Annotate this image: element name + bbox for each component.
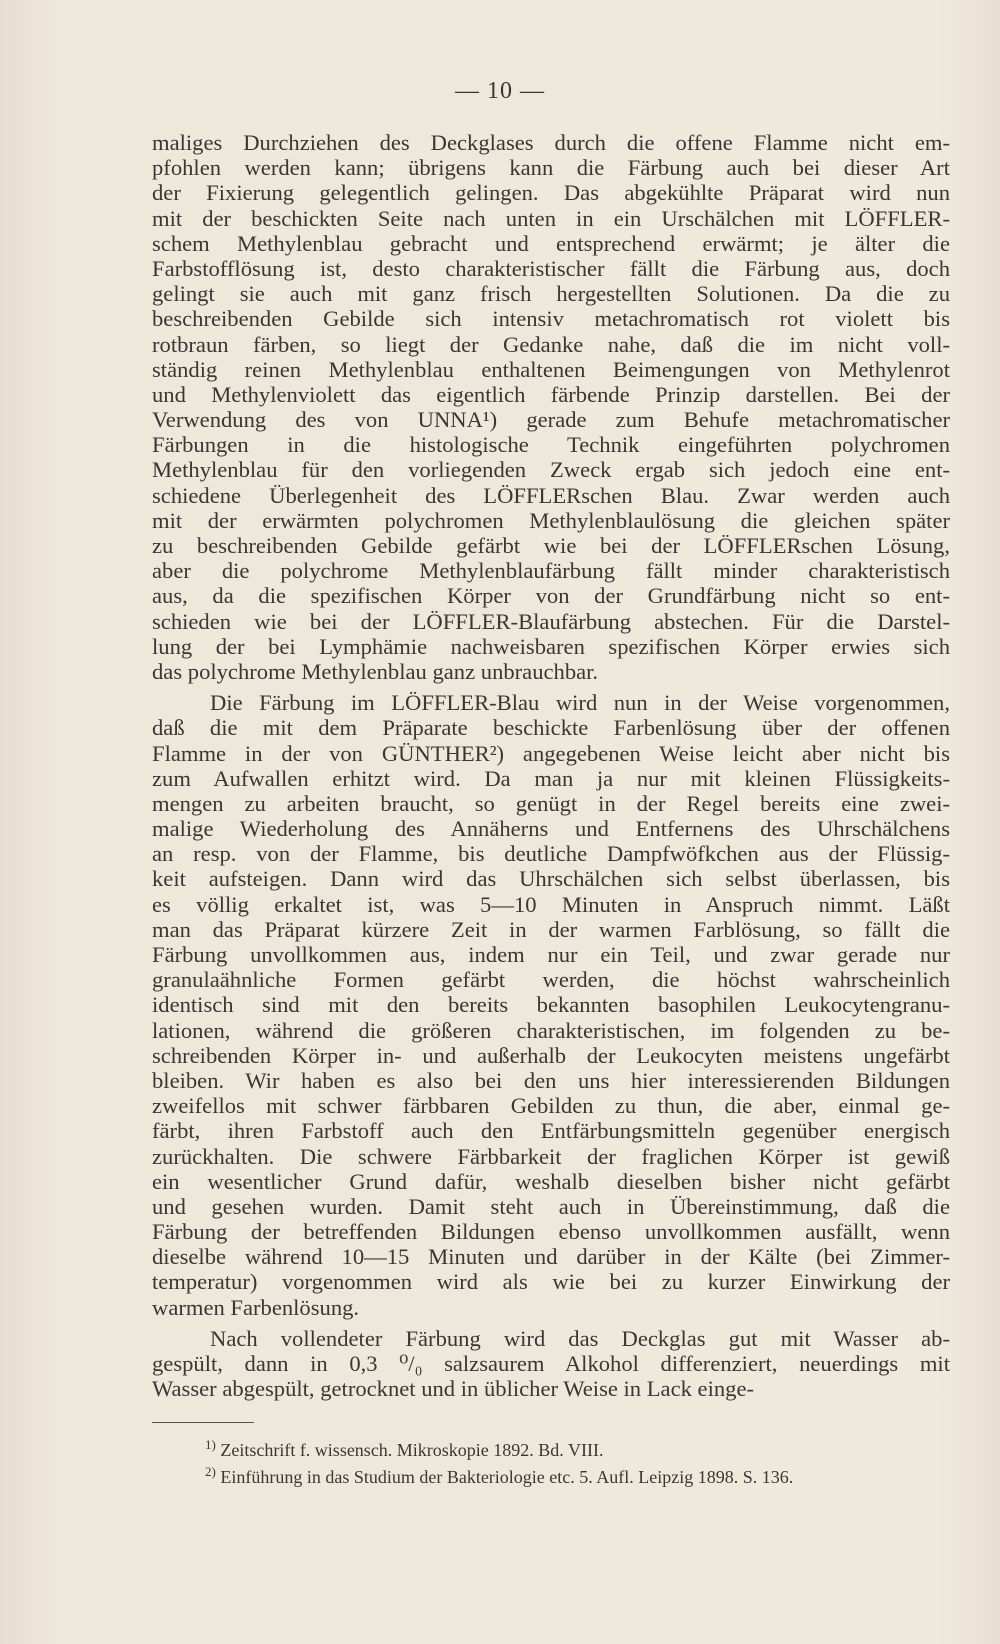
text-line: das polychrome Methylenblau ganz unbrauchbar. — [152, 658, 599, 684]
footnote — [205, 1461, 950, 1488]
text-line: aber die polychrome Methylenblaufärbung fällt minder charakteristisch — [152, 558, 950, 584]
text-line: Färbung unvollkommen aus, indem nur ein Teil, und zwar gerade nur — [152, 942, 950, 967]
text-line: mengen zu arbeiten braucht, so genügt in der Regel bereits eine zwei- — [152, 790, 950, 816]
text-line: dieselbe während 10—15 Minuten und darüber in der Kälte (bei Zimmer- — [152, 1244, 950, 1270]
text-line: mit der erwärmten polychromen Methylenblaulösung die gleichen später — [152, 507, 950, 533]
text-line: malige Wiederholung des Annäherns und Entfernens des Uhrschälchens — [152, 816, 950, 842]
text-line: schreibenden Körper in- und außerhalb der Leukocyten meistens ungefärbt — [152, 1042, 950, 1068]
text-line: zweifellos mit schwer färbbaren Gebilden zu thun, die aber, einmal ge- — [152, 1093, 950, 1119]
text-line: ständig reinen Methylenblau enthaltenen Beimengungen von Methylenrot — [152, 356, 950, 382]
text-line: lationen, während die größeren charakteristischen, im folgenden zu be- — [152, 1017, 950, 1043]
text-line: maliges Durchziehen des Deckglases durch die offene Flamme nicht em- — [152, 130, 950, 155]
text-line: ein wesentlicher Grund dafür, weshalb dieselben bisher nicht gefärbt — [152, 1168, 950, 1194]
text-line: zu beschreibenden Gebilde gefärbt wie bei der LÖFFLERschen Lösung, — [152, 533, 950, 558]
text-line: und gesehen wurden. Damit steht auch in Übereinstimmung, daß die — [152, 1193, 950, 1219]
text-line: schiedene Überlegenheit des LÖFFLERschen Blau. Zwar werden auch — [152, 482, 950, 508]
text-line: Nach vollendeter Färbung wird das Deckglas gut mit Wasser ab- — [210, 1325, 950, 1351]
paragraph — [152, 130, 950, 684]
text-line: mit der beschickten Seite nach unten in ein Urschälchen mit LÖFFLER- — [152, 205, 950, 231]
text-line: Wasser abgespült, getrocknet und in üblicher Weise in Lack einge- — [152, 1376, 755, 1402]
text-line: gelingt sie auch mit ganz frisch hergestellten Solutionen. Da die zu — [152, 281, 950, 307]
text-line: aus, da die spezifischen Körper von der Grundfärbung nicht so ent- — [152, 583, 950, 609]
text-line: gespült, dann in 0,3 ⁰/₀ salzsaurem Alkohol differenziert, neuerdings mit — [152, 1351, 950, 1376]
page-number: — 10 — — [455, 78, 545, 104]
text-line: an resp. von der Flamme, bis deutliche Dampfwöfkchen aus der Flüssig- — [152, 841, 950, 867]
text-line: warmen Farbenlösung. — [152, 1294, 360, 1320]
text-line: der Fixierung gelegentlich gelingen. Das abgekühlte Präparat wird nun — [152, 180, 950, 206]
text-line: granulaähnliche Formen gefärbt werden, die höchst wahrscheinlich — [152, 967, 950, 993]
paragraph — [152, 690, 950, 1320]
text-line: beschreibenden Gebilde sich intensiv metachromatisch rot violett bis — [152, 306, 950, 332]
text-line: schem Methylenblau gebracht und entsprechend erwärmt; je älter die — [152, 230, 950, 256]
text-line: rotbraun färben, so liegt der Gedanke nahe, daß die im nicht voll- — [152, 331, 950, 357]
text-line: identisch sind mit den bereits bekannten basophilen Leukocytengranu- — [152, 992, 950, 1018]
footnote-divider — [152, 1422, 254, 1423]
text-line: Die Färbung im LÖFFLER-Blau wird nun in der Weise vorgenommen, — [210, 690, 950, 716]
footnote-mark: 1) — [205, 1437, 216, 1452]
text-line: pfohlen werden kann; übrigens kann die Färbung auch bei dieser Art — [152, 155, 950, 181]
text-line: lung der bei Lymphämie nachweisbaren spezifischen Körper erwies sich — [152, 633, 950, 659]
text-line: Methylenblau für den vorliegenden Zweck ergab sich jedoch eine ent- — [152, 457, 950, 483]
text-line: Färbung der betreffenden Bildungen ebenso unvollkommen ausfällt, wenn — [152, 1219, 950, 1245]
text-line: bleiben. Wir haben es also bei den uns hier interessierenden Bildungen — [152, 1067, 950, 1093]
text-line: zum Aufwallen erhitzt wird. Da man ja nur mit kleinen Flüssigkeits- — [152, 765, 950, 791]
text-line: Flamme in der von GÜNTHER²) angegebenen Weise leicht aber nicht bis — [152, 740, 950, 766]
footnote-text: Einführung in das Studium der Bakteriologie etc. 5. Aufl. Leipzig 1898. S. 136. — [220, 1467, 794, 1487]
footnote — [205, 1434, 950, 1461]
body-text — [152, 130, 950, 1401]
text-line: Färbungen in die histologische Technik eingeführten polychromen — [152, 432, 950, 458]
text-line: schieden wie bei der LÖFFLER-Blaufärbung abstechen. Für die Darstel- — [152, 608, 950, 634]
text-line: Verwendung des von UNNA¹) gerade zum Behufe metachromatischer — [152, 407, 950, 433]
footnote-text: Zeitschrift f. wissensch. Mikroskopie 1892. Bd. VIII. — [220, 1440, 604, 1460]
text-line: temperatur) vorgenommen wird als wie bei zu kurzer Einwirkung der — [152, 1269, 950, 1295]
text-line: und Methylenviolett das eigentlich färbende Prinzip darstellen. Bei der — [152, 381, 950, 407]
text-line: keit aufsteigen. Dann wird das Uhrschälchen sich selbst überlassen, bis — [152, 866, 950, 892]
footnotes — [205, 1434, 950, 1488]
text-line: daß die mit dem Präparate beschickte Farbenlösung über der offenen — [152, 715, 950, 741]
text-line: es völlig erkaltet ist, was 5—10 Minuten in Anspruch nimmt. Läßt — [152, 891, 950, 917]
footnote-mark: 2) — [205, 1464, 216, 1479]
text-line: zurückhalten. Die schwere Färbbarkeit der fraglichen Körper ist gewiß — [152, 1143, 950, 1169]
text-line: färbt, ihren Farbstoff auch den Entfärbungsmitteln gegenüber energisch — [152, 1118, 950, 1144]
text-line: Farbstofflösung ist, desto charakteristischer fällt die Färbung aus, doch — [152, 255, 950, 281]
paragraph — [152, 1326, 950, 1402]
text-line: man das Präparat kürzere Zeit in der warmen Farblösung, so fällt die — [152, 916, 950, 942]
